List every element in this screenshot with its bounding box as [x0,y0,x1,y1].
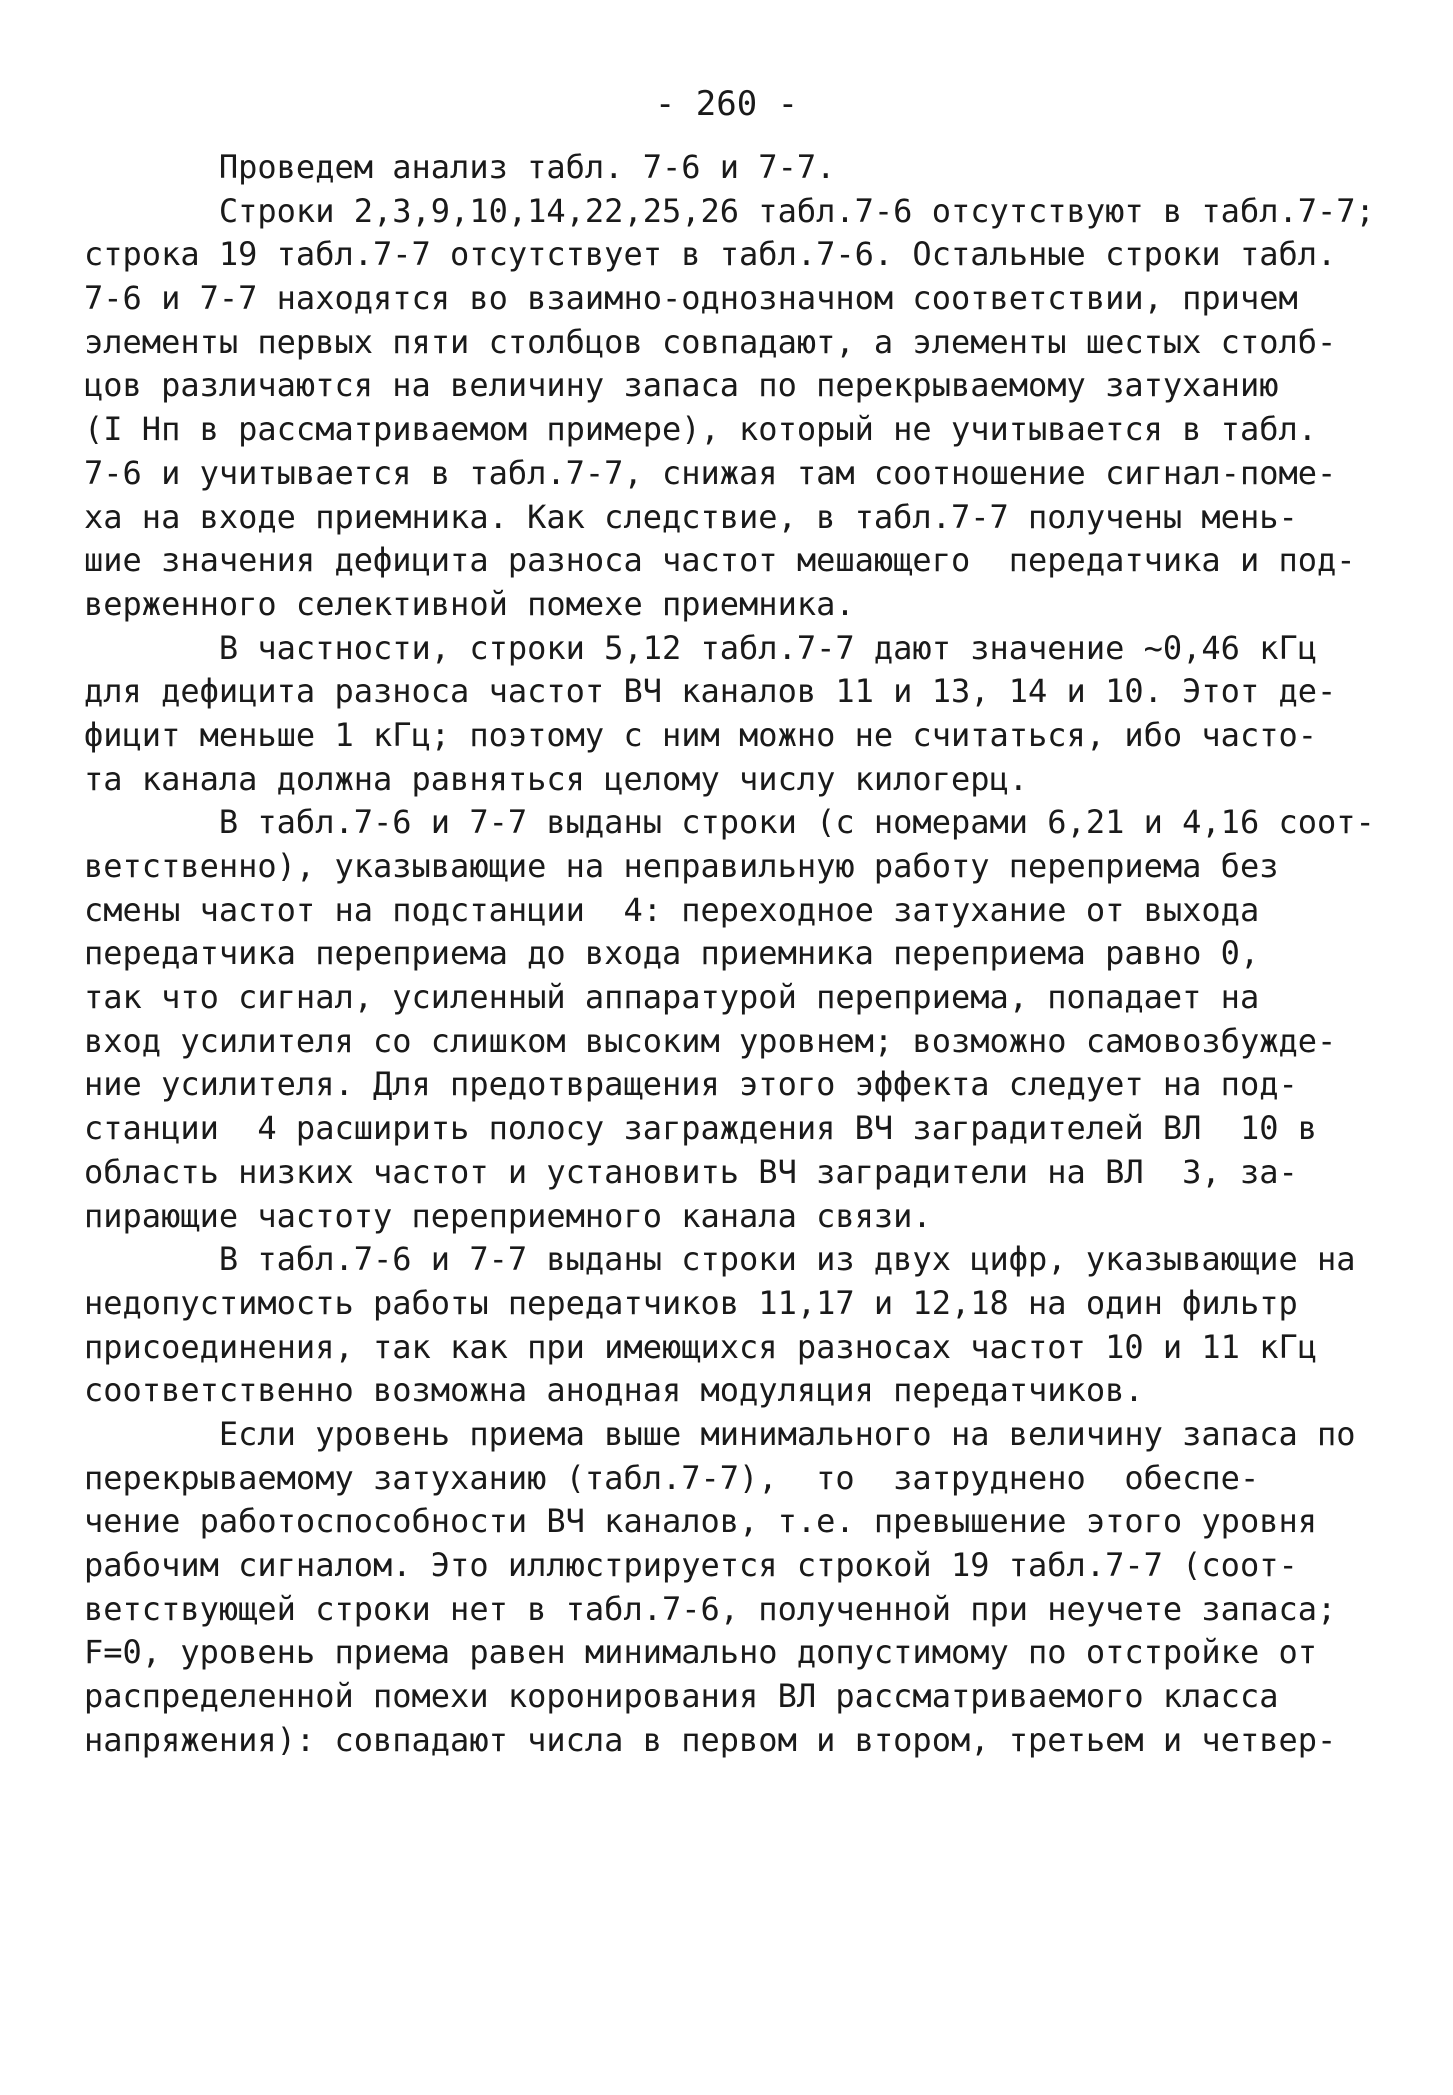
text-line: недопустимость работы передатчиков 11,17 и 12,18 на один фильтр [84,1283,1298,1322]
text-line: верженного селективной помехе приемника. [84,584,855,623]
page-number: - 260 - [654,84,799,124]
text-line: (I Нп в рассматриваемом примере), который не учитывается в табл. [84,410,1317,449]
text-line: Строки 2,3,9,10,14,22,25,26 табл.7-6 отсутствуют в табл.7-7; [84,191,1375,230]
text-line: F=0, уровень приема равен минимально допустимому по отстройке от [84,1633,1317,1672]
text-line: чение работоспособности ВЧ каналов, т.е. превышение этого уровня [84,1502,1317,1541]
text-line: передатчика переприема до входа приемника переприема равно 0, [84,934,1260,973]
text-line: станции 4 расширить полосу заграждения ВЧ заградителей ВЛ 10 в [84,1109,1317,1148]
text-line: вход усилителя со слишком высоким уровнем; возможно самовозбужде- [84,1021,1337,1060]
text-line: та канала должна равняться целому числу килогерц. [84,759,1029,798]
text-line: так что сигнал, усиленный аппаратурой переприема, попадает на [84,978,1260,1017]
text-line: пирающие частоту переприемного канала связи. [84,1196,932,1235]
body-text [84,146,1394,1762]
text-line: перекрываемому затуханию (табл.7-7), то затруднено обеспе- [84,1458,1260,1497]
text-line: Если уровень приема выше минимального на величину запаса по [84,1414,1356,1453]
text-line: для дефицита разноса частот ВЧ каналов 11 и 13, 14 и 10. Этот де- [84,672,1337,711]
text-line: рабочим сигналом. Это иллюстрируется строкой 19 табл.7-7 (соот- [84,1546,1298,1584]
text-line: элементы первых пяти столбцов совпадают, а элементы шестых столб- [84,322,1337,361]
text-line: цов различаются на величину запаса по перекрываемому затуханию [84,366,1279,405]
text-line: соответственно возможна анодная модуляция передатчиков. [84,1371,1144,1410]
text-line: шие значения дефицита разноса частот мешающего передатчика и под- [84,541,1356,580]
text-line: В табл.7-6 и 7-7 выданы строки (с номерами 6,21 и 4,16 соот- [84,803,1375,842]
text-line: ветственно), указывающие на неправильную работу переприема без [84,847,1279,885]
text-line: область низких частот и установить ВЧ заградители на ВЛ 3, за- [84,1152,1298,1191]
text-line: В частности, строки 5,12 табл.7-7 дают значение ~0,46 кГц [84,628,1317,667]
text-line: напряжения): совпадают числа в первом и втором, третьем и четвер- [84,1720,1337,1759]
text-line: присоединения, так как при имеющихся разносах частот 10 и 11 кГц [84,1327,1317,1366]
text-line: ветствующей строки нет в табл.7-6, полученной при неучете запаса; [84,1589,1337,1628]
text-line: В табл.7-6 и 7-7 выданы строки из двух цифр, указывающие на [84,1240,1356,1279]
text-line: распределенной помехи коронирования ВЛ рассматриваемого класса [84,1677,1279,1716]
text-line: ха на входе приемника. Как следствие, в табл.7-7 получены мень- [84,497,1298,536]
text-line: 7-6 и учитывается в табл.7-7, снижая там соотношение сигнал-поме- [84,453,1337,492]
text-line: фицит меньше 1 кГц; поэтому с ним можно не считаться, ибо часто- [84,715,1317,754]
text-line: ние усилителя. Для предотвращения этого эффекта следует на под- [84,1065,1298,1104]
text-line: строка 19 табл.7-7 отсутствует в табл.7-6. Остальные строки табл. [84,235,1337,274]
text-line: Проведем анализ табл. 7-6 и 7-7. [84,148,836,186]
text-line: 7-6 и 7-7 находятся во взаимно-однозначном соответствии, причем [84,279,1298,318]
text-line: смены частот на подстанции 4: переходное затухание от выхода [84,890,1260,929]
